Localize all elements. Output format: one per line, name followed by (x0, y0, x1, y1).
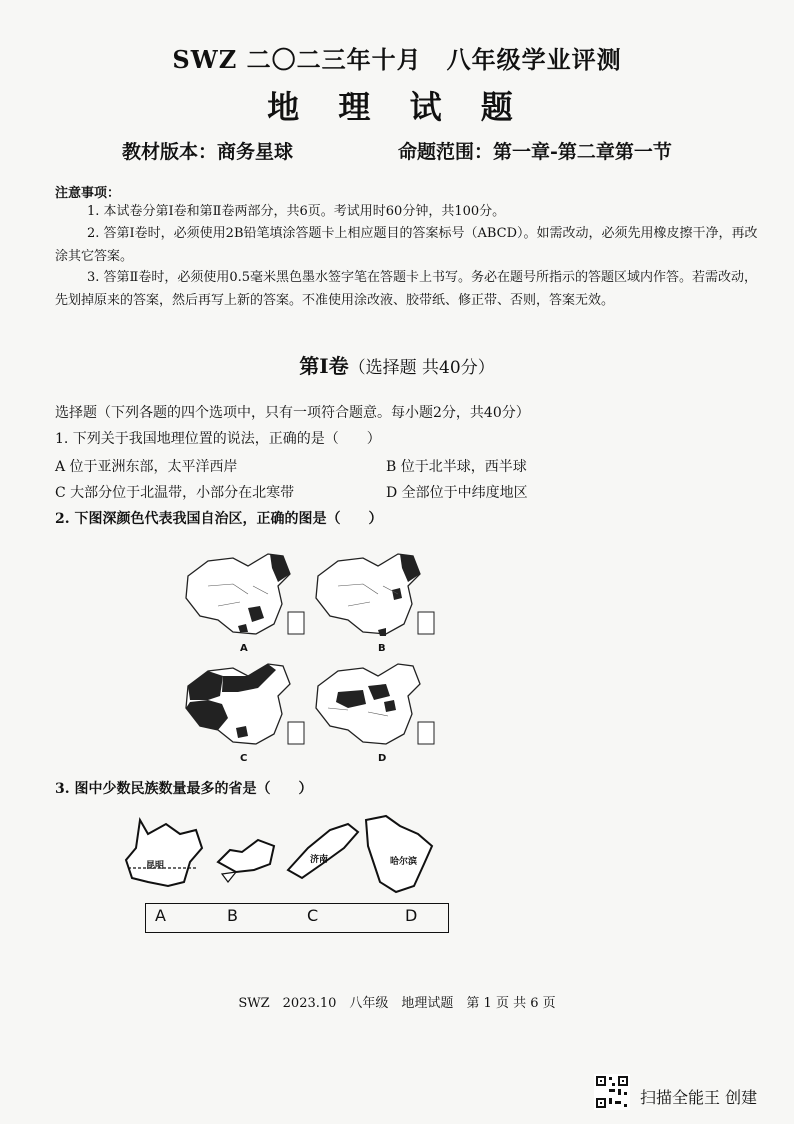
map-label-a: A (240, 643, 248, 654)
section-instruction: 选择题（下列各题的四个选项中，只有一项符合题意。每小题2分，共40分） (55, 405, 530, 421)
city-label-kunming: 昆明 (146, 861, 165, 871)
map-label-d: D (378, 753, 387, 764)
china-map-c (178, 656, 308, 751)
q2-stem: 2. 下图深颜色代表我国自治区，正确的图是（ ） (55, 511, 383, 527)
q3-answer-box (145, 903, 449, 933)
q3-option-d: D (405, 906, 418, 925)
scanner-watermark: 扫描全能王 创建 (640, 1088, 758, 1107)
edition-label: 教材版本：商务星球 (122, 141, 294, 163)
q1-option-b: B 位于北半球，西半球 (386, 459, 527, 475)
q3-option-b: B (227, 906, 238, 925)
section-subtitle: （选择题 共40分） (348, 358, 495, 378)
q1-option-c: C 大部分位于北温带，小部分在北寒带 (55, 485, 295, 501)
subject-title: 地 理 试 题 (267, 88, 527, 126)
city-label-jinan: 济南 (310, 855, 329, 865)
notice-item: 3. 答第Ⅱ卷时，必须使用0.5毫米黑色墨水签字笔在答题卡上书写。务必在题号所指示的答题区域内作答。若需改动，先划掉原来的答案，然后再写上新的答案。不准使用涂改液、胶带纸、修正带、否则，答案无效。 (55, 270, 758, 308)
q3-option-c: C (307, 906, 319, 925)
q1-option-a: A 位于亚洲东部，太平洋西岸 (55, 459, 238, 475)
map-label-c: C (240, 753, 248, 764)
section-title (0, 350, 794, 379)
map-label-b: B (378, 643, 386, 654)
q3-option-a: A (155, 906, 166, 925)
q1-stem: 1. 下列关于我国地理位置的说法，正确的是（ ） (55, 431, 381, 447)
china-map-d (308, 656, 438, 751)
china-map-b (308, 546, 438, 641)
exam-header-title: SWZ 二〇二三年十月 八年级学业评测 (172, 45, 622, 74)
qr-code-icon (594, 1074, 630, 1110)
city-label-harbin: 哈尔滨 (390, 857, 418, 867)
notice-item: 2. 答第Ⅰ卷时，必须使用2B铅笔填涂答题卡上相应题目的答案标号（ABCD）。如需改动，必须先用橡皮擦干净，再改涂其它答案。 (55, 226, 758, 264)
page-footer: SWZ 2023.10 八年级 地理试题 第 1 页 共 6 页 (238, 996, 556, 1011)
scope-label: 命题范围：第一章-第二章第一节 (398, 141, 672, 163)
notice-title: 注意事项： (55, 186, 121, 201)
q3-stem: 3. 图中少数民族数量最多的省是（ ） (55, 781, 313, 797)
section-heading: 第Ⅰ卷 (299, 354, 349, 378)
notice-item: 1. 本试卷分第Ⅰ卷和第Ⅱ卷两部分，共6页。考试用时60分钟，共100分。 (87, 204, 506, 219)
china-map-a (178, 546, 308, 641)
q1-option-d: D 全部位于中纬度地区 (386, 485, 528, 501)
